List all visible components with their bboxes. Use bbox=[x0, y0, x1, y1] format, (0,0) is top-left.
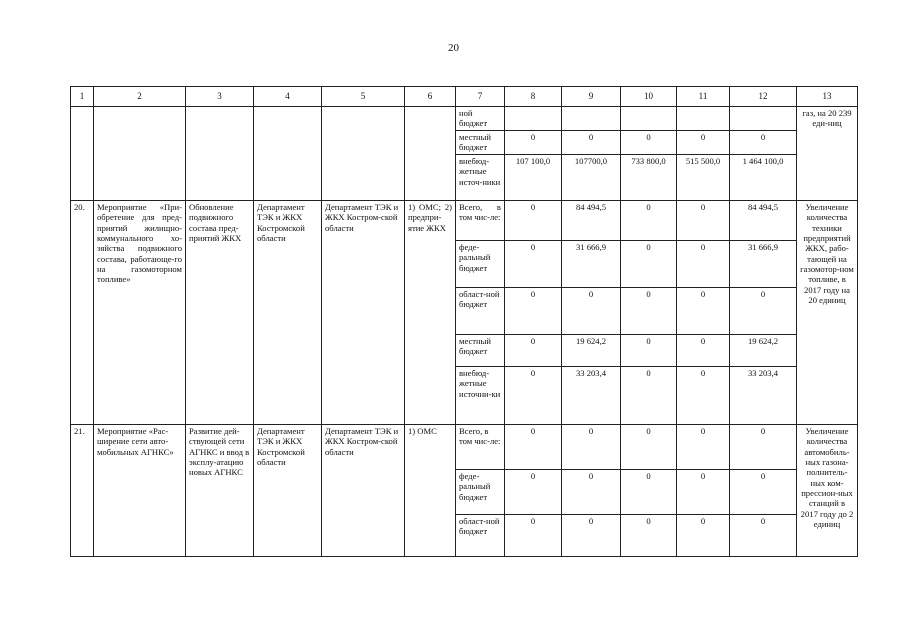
value-cell: 84 494,5 bbox=[562, 201, 621, 241]
value-cell: 0 bbox=[505, 515, 562, 557]
value-cell: 0 bbox=[621, 201, 677, 241]
col-header: 9 bbox=[562, 87, 621, 107]
col-header: 8 bbox=[505, 87, 562, 107]
value-cell: 107700,0 bbox=[562, 155, 621, 201]
page-number: 20 bbox=[448, 42, 459, 54]
value-cell: 733 800,0 bbox=[621, 155, 677, 201]
funding-source: местный бюджет bbox=[456, 335, 505, 367]
funding-source: феде-ральный бюджет bbox=[456, 241, 505, 288]
col-header: 4 bbox=[254, 87, 322, 107]
value-cell: 107 100,0 bbox=[505, 155, 562, 201]
value-cell bbox=[677, 107, 730, 131]
value-cell: 0 bbox=[677, 470, 730, 515]
value-cell: 0 bbox=[505, 425, 562, 470]
col-header: 2 bbox=[94, 87, 186, 107]
measure-name: Мероприятие «Рас-ширение сети авто-мобильных АГНКС» bbox=[94, 425, 186, 557]
col-header: 3 bbox=[186, 87, 254, 107]
funding-source: ной бюджет bbox=[456, 107, 505, 131]
value-cell: 0 bbox=[562, 131, 621, 155]
value-cell: 33 203,4 bbox=[730, 367, 797, 425]
responsible-executor: Департамент ТЭК и ЖКХ Костромской области bbox=[254, 425, 322, 557]
value-cell: 31 666,9 bbox=[730, 241, 797, 288]
value-cell: 0 bbox=[730, 470, 797, 515]
col-header: 12 bbox=[730, 87, 797, 107]
value-cell: 0 bbox=[562, 515, 621, 557]
value-cell: 84 494,5 bbox=[730, 201, 797, 241]
participants: 1) ОМС bbox=[405, 425, 456, 557]
value-cell: 0 bbox=[730, 131, 797, 155]
value-cell: 0 bbox=[621, 425, 677, 470]
col-header: 5 bbox=[322, 87, 405, 107]
value-cell: 515 500,0 bbox=[677, 155, 730, 201]
value-cell bbox=[505, 107, 562, 131]
value-cell: 19 624,2 bbox=[562, 335, 621, 367]
result-cell: газ, на 20 239 еди-ниц bbox=[797, 107, 858, 201]
participants: 1) ОМС; 2) предпри-ятие ЖКХ bbox=[405, 201, 456, 425]
value-cell: 0 bbox=[730, 425, 797, 470]
col-header: 13 bbox=[797, 87, 858, 107]
measure-direction: Развитие дей-ствующей сети АГНКС и ввод в эксплу-атацию новых АГНКС bbox=[186, 425, 254, 557]
value-cell: 0 bbox=[505, 470, 562, 515]
value-cell: 1 464 100,0 bbox=[730, 155, 797, 201]
item-number: 20. bbox=[71, 201, 94, 425]
value-cell: 0 bbox=[677, 288, 730, 335]
funding-source: внебюд-жетные источни-ки bbox=[456, 367, 505, 425]
value-cell: 0 bbox=[621, 367, 677, 425]
value-cell: 0 bbox=[621, 288, 677, 335]
value-cell: 0 bbox=[562, 425, 621, 470]
value-cell: 0 bbox=[677, 515, 730, 557]
value-cell: 0 bbox=[677, 335, 730, 367]
program-table bbox=[70, 86, 858, 557]
funding-source: област-ной бюджет bbox=[456, 288, 505, 335]
col-header: 11 bbox=[677, 87, 730, 107]
value-cell: 0 bbox=[505, 241, 562, 288]
funding-source: Всего, в том чис-ле: bbox=[456, 201, 505, 241]
measure-name: Мероприятие «При-обретение для пред-приятий жилищно-коммунального хо-зяйства подвижного состава, работающе-го на газомоторном топливе» bbox=[94, 201, 186, 425]
table-row bbox=[71, 201, 858, 241]
co-executor: Департамент ТЭК и ЖКХ Костром-ской области bbox=[322, 425, 405, 557]
value-cell: 0 bbox=[730, 288, 797, 335]
funding-source: Всего, в том чис-ле: bbox=[456, 425, 505, 470]
funding-source: местный бюджет bbox=[456, 131, 505, 155]
value-cell: 0 bbox=[505, 367, 562, 425]
table-row bbox=[71, 107, 858, 131]
value-cell: 0 bbox=[505, 335, 562, 367]
value-cell bbox=[621, 107, 677, 131]
value-cell: 0 bbox=[621, 335, 677, 367]
item-number: 21. bbox=[71, 425, 94, 557]
result-cell: Увеличение количества автомобиль-ных газона-полнитель-ных ком-прессион-ных станций в 2017 году до 2 единиц bbox=[797, 425, 858, 557]
result-cell: Увеличение количества техники предприятий ЖКХ, рабо-тающей на газомотор-ном топливе, в 2017 году на 20 единиц bbox=[797, 201, 858, 425]
funding-source: феде-ральный бюджет bbox=[456, 470, 505, 515]
value-cell bbox=[562, 107, 621, 131]
value-cell: 33 203,4 bbox=[562, 367, 621, 425]
col-header: 10 bbox=[621, 87, 677, 107]
header-row bbox=[71, 87, 858, 107]
value-cell: 0 bbox=[505, 131, 562, 155]
value-cell bbox=[730, 107, 797, 131]
col-header: 1 bbox=[71, 87, 94, 107]
col-header: 6 bbox=[405, 87, 456, 107]
value-cell: 0 bbox=[677, 241, 730, 288]
value-cell: 0 bbox=[505, 201, 562, 241]
value-cell: 19 624,2 bbox=[730, 335, 797, 367]
measure-direction: Обновление подвижного состава пред-приятий ЖКХ bbox=[186, 201, 254, 425]
value-cell: 0 bbox=[677, 131, 730, 155]
co-executor: Департамент ТЭК и ЖКХ Костром-ской области bbox=[322, 201, 405, 425]
value-cell: 0 bbox=[562, 288, 621, 335]
value-cell: 0 bbox=[677, 367, 730, 425]
value-cell: 0 bbox=[621, 515, 677, 557]
responsible-executor: Департамент ТЭК и ЖКХ Костромской области bbox=[254, 201, 322, 425]
value-cell: 0 bbox=[730, 515, 797, 557]
col-header: 7 bbox=[456, 87, 505, 107]
value-cell: 0 bbox=[621, 131, 677, 155]
value-cell: 0 bbox=[677, 425, 730, 470]
value-cell: 0 bbox=[621, 470, 677, 515]
funding-source: внебюд-жетные источ-ники bbox=[456, 155, 505, 201]
value-cell: 31 666,9 bbox=[562, 241, 621, 288]
funding-source: област-ной бюджет bbox=[456, 515, 505, 557]
value-cell: 0 bbox=[621, 241, 677, 288]
table-row bbox=[71, 425, 858, 470]
value-cell: 0 bbox=[505, 288, 562, 335]
value-cell: 0 bbox=[562, 470, 621, 515]
value-cell: 0 bbox=[677, 201, 730, 241]
